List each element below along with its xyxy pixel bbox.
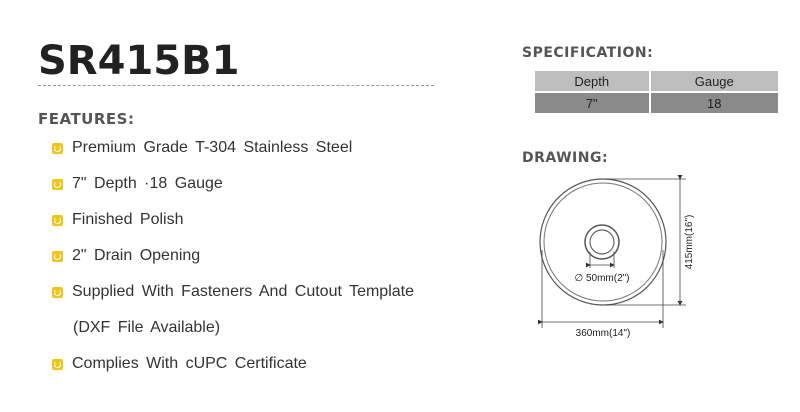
sink-drawing [520, 170, 700, 342]
feature-text: Premium Grade T-304 Stainless Steel [72, 139, 353, 156]
features-heading: FEATURES: [38, 110, 135, 128]
feature-item [52, 166, 414, 202]
spec-value-depth: 7" [535, 92, 650, 113]
model-number: SR415B1 [38, 38, 240, 84]
feature-item [52, 202, 414, 238]
spec-header-depth: Depth [535, 71, 650, 92]
specification-heading: SPECIFICATION: [522, 45, 654, 61]
feature-item [52, 346, 414, 382]
bullet-icon [52, 287, 63, 298]
feature-text: Finished Polish [72, 211, 184, 228]
feature-text: 7" Depth ·18 Gauge [72, 175, 223, 192]
feature-text: Complies With cUPC Certificate [72, 355, 307, 372]
feature-text: Supplied With Fasteners And Cutout Template [72, 283, 414, 300]
features-list [52, 130, 414, 382]
feature-item [52, 274, 414, 310]
width-dimension-label: 360mm(14") [575, 328, 631, 339]
spec-value-gauge: 18 [650, 92, 778, 113]
feature-item [52, 130, 414, 166]
height-dimension-label: 415mm(16") [684, 214, 695, 270]
drain-inner-circle [590, 230, 614, 254]
drawing-heading: DRAWING: [522, 150, 609, 166]
feature-item [52, 238, 414, 274]
feature-text: 2" Drain Opening [72, 247, 201, 264]
specification-table [535, 71, 778, 113]
drain-dimension-label: ∅ 50mm(2") [574, 273, 630, 284]
bullet-icon [52, 359, 63, 370]
dashed-divider [38, 85, 434, 86]
feature-item-continuation [52, 310, 414, 346]
spec-header-gauge: Gauge [650, 71, 778, 92]
bullet-icon [52, 215, 63, 226]
bullet-icon [52, 143, 63, 154]
sink-outer-circle [540, 179, 666, 305]
bullet-icon [52, 251, 63, 262]
feature-text: (DXF File Available) [73, 319, 221, 336]
bullet-icon [52, 179, 63, 190]
